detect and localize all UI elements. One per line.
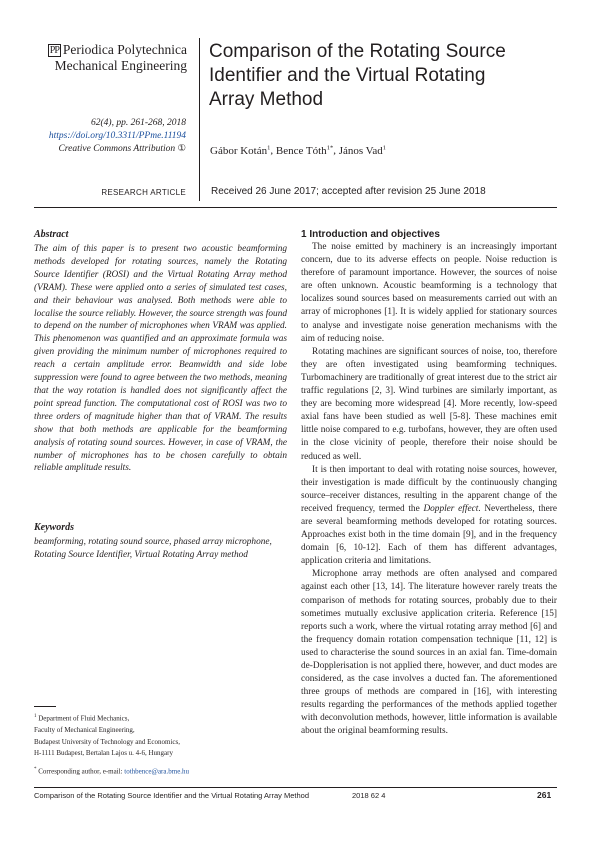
affiliation xyxy=(34,711,287,778)
affiliation-line: $^1$ Department of Fluid Mechanics, xyxy=(34,714,130,723)
page-number: 261 xyxy=(537,790,552,800)
footer-title: Comparison of the Rotating Source Identifier and the Virtual Rotating Array Method xyxy=(34,791,310,800)
journal-name xyxy=(34,42,187,74)
paragraph: The noise emitted by machinery is an increasingly important concern, due to its adverse effects on people. Noise reduction is therefore of paramount importance. However, the sources of noise are often unknown. Acoustic beamforming is a technology that localizes sound sources based on measurements carried out with an array of microphones [1]. It is widely applied for stationary sources to analyse and investigate noise generation mechanisms with the aim of reducing noise. xyxy=(301,242,557,344)
abstract-heading: Abstract xyxy=(34,229,69,240)
license-text: Creative Commons Attribution xyxy=(58,144,176,154)
emphasis: Doppler effect xyxy=(423,503,479,514)
author-list: Gábor Kotán$^1$, Bence Tóth$^{1*}$, János Vad$^1$ xyxy=(210,144,387,157)
license xyxy=(34,143,186,155)
paragraph: It is then important to deal with rotating noise sources, however, their investigation is made difficult by the continuously changing source–receiver distances, resulting in the apparent change of the received frequency, termed the Doppler effect. Nevertheless, there are several beamforming methods developed for rotating sources. Approaches exist both in the time domain [9], and in the frequency domain [6, 10-12]. Each of them has different advantages, application criteria and limitations. xyxy=(301,464,557,567)
paragraph: Rotating machines are significant sources of noise, too, therefore they are often investigated using beamforming techniques. Turbomachinery are traditionally of great interest due to the strict air traffic regulations [2, 3]. Wind turbines are similarly important, as they are becoming more widespread [4]. More recently, low-speed axial fans have been studied as well [5-8]. These machines emit little noise compared to e.g. turbofans, however, they are often used in the close vicinity of people, therefore their noise should be reduced as well. xyxy=(301,346,557,462)
doi-link[interactable]: https://doi.org/10.3311/PPme.11194 xyxy=(48,131,186,141)
cc-by-icon: ① xyxy=(177,144,186,154)
keywords-heading: Keywords xyxy=(34,522,74,533)
affiliation-line: H-1111 Budapest, Bertalan Lajos u. 4-6, Hungary xyxy=(34,749,173,758)
author: Gábor Kotán$^1$ xyxy=(210,144,271,157)
email-link[interactable]: tothbence@ara.bme.hu xyxy=(124,767,190,776)
affiliation-line: Budapest University of Technology and Economics, xyxy=(34,737,180,746)
article-type: RESEARCH ARTICLE xyxy=(101,188,186,197)
received-dates: Received 26 June 2017; accepted after revision 25 June 2018 xyxy=(211,186,486,197)
footnote-rule xyxy=(34,706,56,707)
journal-name-line1: PP Periodica Polytechnica xyxy=(49,42,187,57)
vertical-divider xyxy=(199,38,200,201)
citation: 62(4), pp. 261-268, 2018 xyxy=(91,118,186,128)
footer-rule xyxy=(34,787,557,788)
footer-issue: 2018 62 4 xyxy=(352,791,386,800)
section-heading: 1 Introduction and objectives xyxy=(301,229,440,240)
abstract-text: The aim of this paper is to present two acoustic beamforming methods developed for rotating sources, namely the Rotating Source Identifier (ROSI) and the Virtual Rotating Array method (VRAM). These were applied onto a series of simulated test cases, and their behaviour was analysed. Both methods were able to localise the source reliably. However, the source strength was found to depend on the number of microphones when VRAM was applied. This phenomenon was quantified and an approximate formula was given providing the minimum number of microphones required to reach a certain amplitude error. Beamwidth and side lobe suppression were found to agree between the two methods, meaning that the way rotation is handled does not significantly affect the point spread function. The computational cost of ROSI was two to three orders of magnitude higher than that of VRAM. The results show that both methods are applicable for the beamforming analysis of rotating sound sources. However, in case of VRAM, the number of microphones has to be chosen carefully to obtain reliable amplitude results. xyxy=(34,244,287,474)
section-body xyxy=(301,241,557,739)
author: Bence Tóth$^{1*}$ xyxy=(275,144,334,157)
affiliation-line: Faculty of Mechanical Engineering, xyxy=(34,726,135,735)
article-title: Comparison of the Rotating Source Identifier and the Virtual Rotating Array Method xyxy=(209,41,506,110)
corresponding-author: * Corresponding author, e-mail: tothbence@ara.bme.hu xyxy=(34,767,190,776)
header-rule xyxy=(34,207,557,208)
keywords-text: beamforming, rotating sound source, phased array microphone, Rotating Source Identifier, Virtual Rotating Array method xyxy=(34,537,272,560)
journal-name-line2: Mechanical Engineering xyxy=(54,58,187,73)
paragraph: Microphone array methods are often analysed and compared against each other [13, 14]. The literature however rarely treats the comparison of methods for rotating sources, probably due to their sometimes mutually exclusive application criteria. Reference [15] reports such a work, where the virtual rotating array method [6] and the frequency domain rotation compensation technique [11, 12] is used to characterise the sound sources in an axial fan. Time-domain de-Dopplerisation is not applied there, however, and duct modes are considered, as the case involves a ducted fan. The aforementioned three groups of methods are compared in [16], with interesting results regarding the performances of the methods applied together with deconvolution methods, however, little information is available about the original beamforming results. xyxy=(301,569,557,737)
journal-logo: PP xyxy=(49,45,59,56)
author: János Vad$^1$ xyxy=(338,144,387,157)
